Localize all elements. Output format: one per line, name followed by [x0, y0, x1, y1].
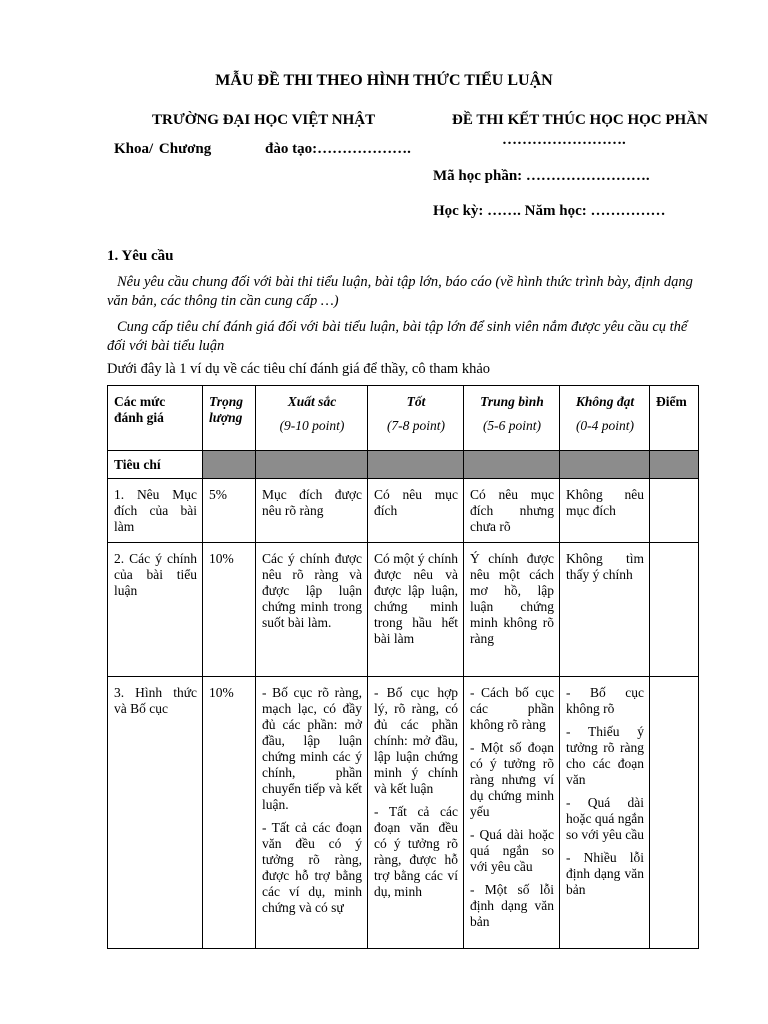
- document-title: MẪU ĐỀ THI THEO HÌNH THỨC TIỂU LUẬN: [215, 72, 553, 89]
- excellent-label: Xuất sắc: [287, 394, 337, 409]
- exam-title: ĐỀ THI KẾT THÚC HỌC HỌC PHẦN: [452, 112, 708, 128]
- good-label: Tốt: [406, 394, 426, 409]
- training-field: đào tạo:……………….: [265, 141, 411, 157]
- gray-cell: [203, 451, 256, 479]
- header-good: [368, 386, 464, 451]
- example-intro: Dưới đây là 1 ví dụ về các tiêu chí đánh giá để thầy, cô tham khảo: [107, 361, 491, 377]
- fail-bullet: - Nhiều lỗi định dạng văn bản: [566, 850, 644, 897]
- average-bullet: - Quá dài hoặc quá ngắn so với yêu cầu: [470, 827, 554, 874]
- excellent-range: (9-10 point): [279, 418, 345, 433]
- good-cell: [368, 677, 464, 949]
- average-bullet: - Cách bố cục các phần không rõ ràng: [470, 685, 554, 732]
- weight-cell: 10%: [203, 543, 256, 677]
- score-cell: [650, 479, 699, 543]
- excellent-bullet: - Bố cục rõ ràng, mạch lạc, có đầy đủ các phần: mở đầu, lập luận chứng minh các ý chính, phần chuyển tiếp và kết luận.: [262, 685, 362, 812]
- score-cell: [650, 677, 699, 949]
- header-weight: Trọng lượng: [203, 386, 256, 451]
- course-code-field: Mã học phần: …………………….: [433, 168, 650, 184]
- average-bullet: - Một số đoạn có ý tưởng rõ ràng nhưng ví dụ chứng minh yếu: [470, 740, 554, 819]
- good-cell: Có nêu mục đích: [368, 479, 464, 543]
- header-excellent: [256, 386, 368, 451]
- fail-cell: Không tìm thấy ý chính: [560, 543, 650, 677]
- exam-title-dots: …………………….: [502, 132, 626, 148]
- average-range: (5-6 point): [482, 418, 542, 433]
- excellent-bullet: - Tất cả các đoạn văn đều có ý tưởng rõ ràng, được hỗ trợ bằng các ví dụ, minh chứng và có sự: [262, 820, 362, 915]
- table-row: [108, 677, 699, 949]
- fail-cell: [560, 677, 650, 949]
- school-name: TRƯỜNG ĐẠI HỌC VIỆT NHẬT: [152, 112, 376, 128]
- average-bullet: - Một số lỗi định dạng văn bản: [470, 882, 554, 929]
- semester-year-field: Học kỳ: ……. Năm học: ……………: [433, 203, 666, 219]
- header-score: Điểm: [650, 386, 699, 451]
- faculty-label: Khoa/ Chương: [114, 141, 212, 157]
- criterion-cell: 1. Nêu Mục đích của bài làm: [108, 479, 203, 543]
- fail-range: (0-4 point): [575, 418, 635, 433]
- score-cell: [650, 543, 699, 677]
- gray-cell: [650, 451, 699, 479]
- good-cell: Có một ý chính được nêu và được lập luận, chứng minh trong hầu hết bài làm: [368, 543, 464, 677]
- excellent-cell: Các ý chính được nêu rõ ràng và được lập luận chứng minh trong suốt bài làm.: [256, 543, 368, 677]
- good-bullet: - Bố cục hợp lý, rõ ràng, có đủ các phần chính: mở đầu, lập luận chứng minh ý chính và kết luận: [374, 685, 458, 796]
- header-fail: [560, 386, 650, 451]
- fail-bullet: - Thiếu ý tưởng rõ ràng cho các đoạn văn: [566, 724, 644, 787]
- requirement-paragraph-1: Nêu yêu cầu chung đối với bài thi tiểu luận, bài tập lớn, báo cáo (về hình thức trình bày, định dạng văn bản, các thông tin cần cung cấp …): [107, 274, 693, 309]
- table-row: [108, 479, 699, 543]
- criteria-row: [108, 451, 699, 479]
- gray-cell: [256, 451, 368, 479]
- fail-cell: Không nêu mục đích: [560, 479, 650, 543]
- fail-label: Không đạt: [575, 394, 635, 409]
- gray-cell: [464, 451, 560, 479]
- header-average: [464, 386, 560, 451]
- section-heading: 1. Yêu cầu: [107, 248, 174, 264]
- weight-cell: 5%: [203, 479, 256, 543]
- good-bullet: - Tất cả các đoạn văn đều có ý tưởng rõ ràng, được hỗ trợ bằng các ví dụ, minh: [374, 804, 458, 899]
- gray-cell: [368, 451, 464, 479]
- excellent-cell: Mục đích được nêu rõ ràng: [256, 479, 368, 543]
- average-cell: [464, 677, 560, 949]
- requirement-paragraph-2: Cung cấp tiêu chí đánh giá đối với bài tiểu luận, bài tập lớn để sinh viên nắm được yêu cầu cụ thể đối với bài tiểu luận: [107, 319, 688, 354]
- average-label: Trung bình: [480, 394, 544, 409]
- average-cell: Ý chính được nêu một cách mơ hồ, lập luận chứng minh không rõ ràng: [464, 543, 560, 677]
- table-header-row: [108, 386, 699, 451]
- fail-bullet: - Bố cục không rõ: [566, 685, 644, 716]
- header-levels: Các mức đánh giá: [108, 386, 203, 451]
- excellent-cell: [256, 677, 368, 949]
- criterion-cell: 2. Các ý chính của bài tiểu luận: [108, 543, 203, 677]
- gray-cell: [560, 451, 650, 479]
- weight-cell: 10%: [203, 677, 256, 949]
- criterion-cell: 3. Hình thức và Bố cục: [108, 677, 203, 949]
- rubric-table: [107, 385, 699, 949]
- table-row: [108, 543, 699, 677]
- average-cell: Có nêu mục đích nhưng chưa rõ: [464, 479, 560, 543]
- fail-bullet: - Quá dài hoặc quá ngắn so với yêu cầu: [566, 795, 644, 842]
- criteria-label: Tiêu chí: [108, 451, 203, 479]
- good-range: (7-8 point): [386, 418, 446, 433]
